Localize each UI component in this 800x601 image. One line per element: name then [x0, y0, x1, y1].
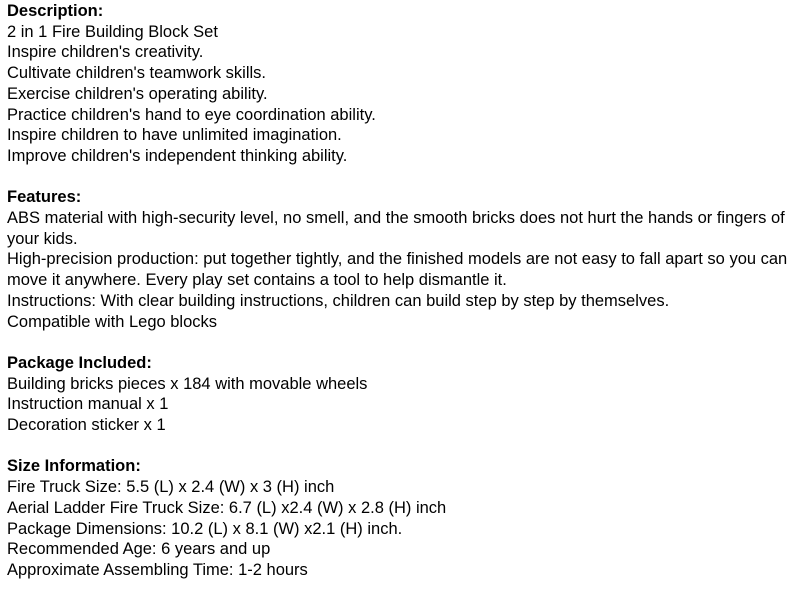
- package-section: [7, 353, 795, 436]
- description-line: Improve children's independent thinking ability.: [7, 146, 348, 165]
- product-description-document: [7, 1, 795, 601]
- size-line: Recommended Age: 6 years and up: [7, 540, 271, 559]
- description-line: Cultivate children's teamwork skills.: [7, 64, 266, 83]
- package-heading: Package Included:: [7, 353, 152, 372]
- description-line: Inspire children to have unlimited imagination.: [7, 126, 342, 145]
- features-line: High-precision production: put together tightly, and the finished models are not easy to fall apart so you can move it anywhere. Every play set contains a tool to help dismantle it.: [7, 250, 788, 290]
- description-line: Exercise children's operating ability.: [7, 84, 268, 103]
- package-line: Building bricks pieces x 184 with movable wheels: [7, 374, 368, 393]
- package-line: Instruction manual x 1: [7, 395, 169, 414]
- size-section: [7, 456, 795, 580]
- features-heading: Features:: [7, 188, 82, 207]
- description-line: 2 in 1 Fire Building Block Set: [7, 22, 218, 41]
- features-line: Compatible with Lego blocks: [7, 312, 218, 331]
- features-line: Instructions: With clear building instructions, children can build step by step by themselves.: [7, 291, 670, 310]
- size-line: Aerial Ladder Fire Truck Size: 6.7 (L) x2.4 (W) x 2.8 (H) inch: [7, 498, 447, 517]
- description-section: [7, 1, 795, 167]
- package-line: Decoration sticker x 1: [7, 416, 166, 435]
- description-line: Inspire children's creativity.: [7, 43, 204, 62]
- description-heading: Description:: [7, 2, 104, 20]
- size-line: Fire Truck Size: 5.5 (L) x 2.4 (W) x 3 (H) inch: [7, 478, 335, 497]
- size-line: Package Dimensions: 10.2 (L) x 8.1 (W) x2.1 (H) inch.: [7, 519, 403, 538]
- features-section: [7, 187, 795, 332]
- features-line: ABS material with high-security level, no smell, and the smooth bricks does not hurt the hands or fingers of your kids.: [7, 209, 785, 248]
- description-line: Practice children's hand to eye coordination ability.: [7, 105, 376, 124]
- size-heading: Size Information:: [7, 457, 141, 476]
- size-line: Approximate Assembling Time: 1-2 hours: [7, 560, 308, 579]
